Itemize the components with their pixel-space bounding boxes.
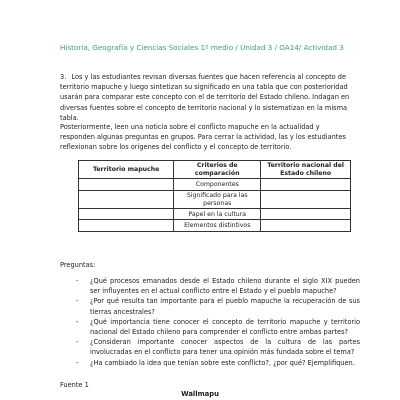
dash-bullet-icon: - [76, 297, 79, 306]
question-item [76, 358, 360, 368]
table-criterion: Componentes [174, 179, 261, 191]
comparison-table [78, 160, 351, 232]
activity-paragraph-2: Posteriormente, leen una noticia sobre el conflicto mapuche en la actualidad y responden algunas preguntas en grupos. Para cerrar la actividad, las y los estudiantes reflexionan sobre los orígenes del conflicto y el concepto de territorio. [60, 123, 346, 152]
table-cell-empty [261, 179, 351, 191]
activity-paragraph-1-text: Los y las estudiantes revisan diversas fuentes que hacen referencia al concepto de territorio mapuche y luego sintetizan su significado en una tabla que con posterioridad usarán para comparar este concepto con el de territorio del Estado chileno. Indagan en diversas fuentes sobre el concepto de territorio nacional y lo sistematizan en la misma tabla. [60, 73, 350, 122]
source-label: Fuente 1 [60, 381, 89, 389]
question-text: ¿Consideran importante conocer aspectos de la cultura de las partes involucradas en el conflicto para tener una opinión más fundada sobre el tema? [90, 338, 360, 357]
table-header-territorio-nacional: Territorio nacional del Estado chileno [261, 161, 351, 179]
table-cell-empty [79, 179, 174, 191]
question-text: ¿Por qué resulta tan importante para el pueblo mapuche la recuperación de sus tierras ancestrales? [90, 297, 360, 316]
questions-list [76, 276, 360, 368]
breadcrumb-header: Historia, Geografía y Ciencias Sociales 1º medio / Unidad 3 / OA14/ Actividad 3 [60, 43, 344, 52]
table-cell-empty [79, 191, 174, 209]
table-row [79, 179, 351, 191]
source-title: Wallmapu [181, 390, 219, 398]
table-row [79, 220, 351, 232]
table-cell-empty [79, 220, 174, 232]
table-cell-empty [261, 191, 351, 209]
activity-number: 3. [60, 73, 67, 81]
table-criterion: Significado para las personas [174, 191, 261, 209]
table-row [79, 209, 351, 220]
table-cell-empty [79, 209, 174, 220]
dash-bullet-icon: - [76, 317, 79, 326]
dash-bullet-icon: - [76, 358, 79, 367]
table-header-territorio-mapuche: Territorio mapuche [79, 161, 174, 179]
table-cell-empty [261, 209, 351, 220]
activity-paragraph-1 [60, 72, 356, 123]
question-text: ¿Qué procesos emanados desde el Estado chileno durante el siglo XIX pueden ser influyentes en el actual conflicto entre el Estado y el pueblo mapuche? [90, 277, 360, 296]
question-item [76, 337, 360, 357]
question-text: ¿Qué importancia tiene conocer el concepto de territorio mapuche y territorio nacional del Estado chileno para comprender el conflicto entre ambas partes? [90, 317, 360, 337]
question-item [76, 296, 360, 316]
questions-label: Preguntas: [60, 261, 96, 269]
dash-bullet-icon: - [76, 277, 79, 285]
question-item [76, 276, 360, 296]
table-criterion: Papel en la cultura [174, 209, 261, 220]
table-header-criterios: Criterios de comparación [174, 161, 261, 179]
question-text: ¿Ha cambiado la idea que tenían sobre este conflicto?, ¿por qué? Ejemplifiquen. [90, 358, 355, 367]
question-item [76, 317, 360, 337]
table-row [79, 191, 351, 209]
table-criterion: Elementos distintivos [174, 220, 261, 232]
table-cell-empty [261, 220, 351, 232]
dash-bullet-icon: - [76, 338, 79, 347]
